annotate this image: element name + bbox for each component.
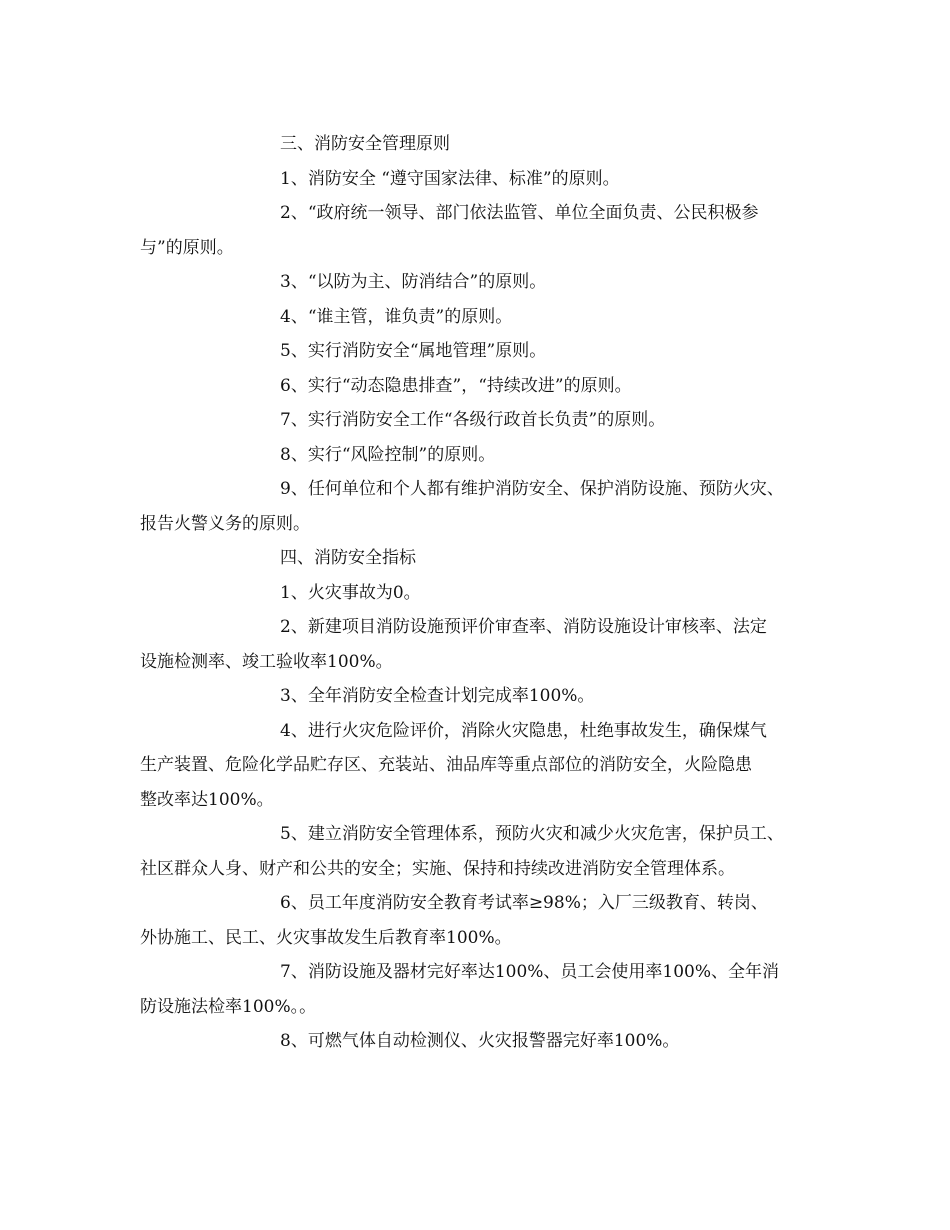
paragraph-continuation-line: 生产装置、危险化学品贮存区、充装站、油品库等重点部位的消防安全，火险隐患 — [140, 755, 752, 775]
paragraph-continuation-line: 社区群众人身、财产和公共的安全；实施、保持和持续改进消防安全管理体系。 — [140, 858, 735, 879]
paragraph-first-line: 四、消防安全指标 — [280, 548, 416, 568]
paragraph — [140, 541, 820, 576]
paragraph — [140, 955, 820, 1024]
paragraph-continuation-line: 外协施工、民工、火灾事故发生后教育率100%。 — [140, 927, 512, 948]
paragraph — [140, 162, 820, 197]
document-body — [140, 127, 820, 1059]
paragraph-first-line: 三、消防安全管理原则 — [280, 134, 450, 154]
paragraph — [140, 300, 820, 335]
paragraph — [140, 438, 820, 473]
paragraph-first-line: 2、新建项目消防设施预评价审查率、消防设施设计审核率、法定 — [280, 617, 767, 637]
paragraph-first-line: 1、消防安全 “遵守国家法律、标准”的原则。 — [280, 168, 620, 189]
paragraph — [140, 886, 820, 955]
paragraph-continuation-line: 防设施法检率100%。。 — [140, 996, 317, 1017]
paragraph-first-line: 6、实行“动态隐患排查”，“持续改进”的原则。 — [280, 375, 632, 396]
paragraph-first-line: 4、“谁主管，谁负责”的原则。 — [280, 306, 513, 327]
paragraph-first-line: 7、消防设施及器材完好率达100%、员工会使用率100%、全年消 — [280, 962, 780, 982]
paragraph-first-line: 9、任何单位和个人都有维护消防安全、保护消防设施、预防火灾、 — [280, 479, 784, 499]
paragraph — [140, 403, 820, 438]
paragraph-first-line: 8、可燃气体自动检测仪、火灾报警器完好率100%。 — [280, 1031, 680, 1051]
paragraph-first-line: 2、“政府统一领导、部门依法监管、单位全面负责、公民积极参 — [280, 203, 759, 223]
paragraph — [140, 817, 820, 886]
paragraph — [140, 610, 820, 679]
paragraph — [140, 576, 820, 611]
paragraph-first-line: 5、实行消防安全“属地管理”原则。 — [280, 341, 547, 361]
paragraph — [140, 679, 820, 714]
paragraph-first-line: 5、建立消防安全管理体系，预防火灾和减少火灾危害，保护员工、 — [280, 824, 784, 844]
paragraph — [140, 127, 820, 162]
paragraph — [140, 714, 820, 818]
paragraph-continuation-line: 设施检测率、竣工验收率100%。 — [140, 651, 393, 672]
paragraph-first-line: 7、实行消防安全工作“各级行政首长负责”的原则。 — [280, 410, 666, 430]
paragraph — [140, 369, 820, 404]
paragraph-continuation-line: 与”的原则。 — [140, 237, 234, 258]
paragraph-continuation-line: 整改率达100%。 — [140, 789, 274, 810]
paragraph-first-line: 3、“以防为主、防消结合”的原则。 — [280, 272, 547, 292]
paragraph-first-line: 4、进行火灾危险评价，消除火灾隐患，杜绝事故发生，确保煤气 — [280, 720, 767, 741]
paragraph — [140, 1024, 820, 1059]
paragraph — [140, 265, 820, 300]
paragraph-continuation-line: 报告火警义务的原则。 — [140, 513, 310, 534]
paragraph-first-line: 8、实行“风险控制”的原则。 — [280, 444, 496, 465]
paragraph-first-line: 1、火灾事故为0。 — [280, 582, 421, 603]
paragraph-first-line: 3、全年消防安全检查计划完成率100%。 — [280, 686, 595, 706]
paragraph — [140, 196, 820, 265]
paragraph-first-line: 6、员工年度消防安全教育考试率≥98%；入厂三级教育、转岗、 — [280, 893, 768, 913]
paragraph — [140, 334, 820, 369]
paragraph — [140, 472, 820, 541]
